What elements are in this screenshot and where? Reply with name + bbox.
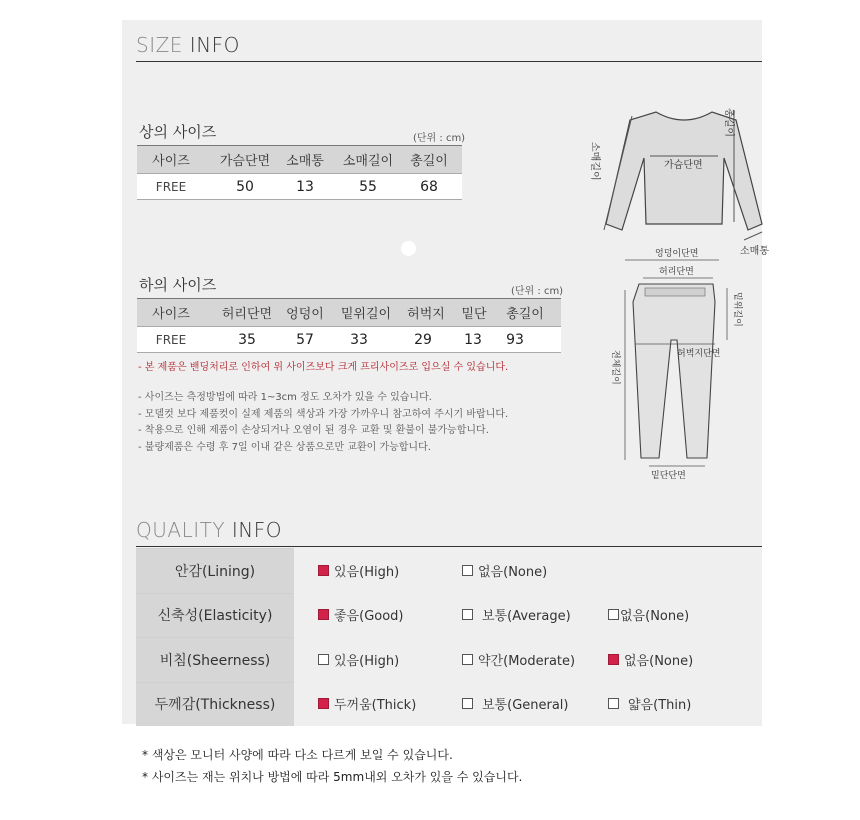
- sleeve-width-label: 소매통: [740, 246, 769, 256]
- footer-note: * 사이즈는 재는 위치나 방법에 따라 5mm내외 오차가 있을 수 있습니다.: [142, 770, 523, 784]
- table-header: 밑단: [461, 307, 487, 322]
- quality-options: [294, 637, 762, 682]
- footer-note: * 색상은 모니터 사양에 따라 다소 다르게 보일 수 있습니다.: [142, 748, 453, 762]
- table-header: 소매길이: [342, 154, 394, 169]
- decorative-dot: [401, 241, 416, 256]
- bottom-size-title: 하의 사이즈: [139, 276, 217, 294]
- table-header: 총길이: [410, 154, 448, 169]
- checkbox-unchecked: [608, 609, 619, 620]
- top-size-title: 상의 사이즈: [139, 123, 217, 141]
- notice-item: - 불량제품은 수령 후 7일 이내 같은 상품으로만 교환이 가능합니다.: [138, 441, 431, 453]
- table-cell: 57: [296, 331, 314, 348]
- checkbox-unchecked: [608, 698, 619, 709]
- option-label: 없음(None): [620, 609, 690, 625]
- table-cell: 13: [296, 178, 314, 195]
- total-length-label: 총길이: [723, 108, 734, 137]
- top-size-table: [137, 145, 462, 200]
- table-cell: FREE: [155, 179, 187, 194]
- table-header: 허리단면: [221, 307, 273, 322]
- notice-item: - 착용으로 인해 제품이 손상되거나 오염이 된 경우 교환 및 환불이 불가능합니다.: [138, 425, 489, 436]
- pants-diagram: [595, 244, 755, 484]
- bottom-size-header-row: [137, 299, 561, 327]
- top-size-unit: (단위 : cm): [413, 133, 466, 144]
- size-info-title-light: SIZE: [136, 33, 183, 57]
- hip-label: 엉덩이단면: [655, 249, 699, 259]
- checkbox-checked: [318, 698, 329, 709]
- top-size-row: [137, 174, 462, 200]
- option-label: 두꺼움(Thick): [334, 698, 417, 714]
- total-label: 전체길이: [610, 350, 620, 385]
- checkbox-unchecked: [462, 609, 473, 620]
- table-header: 사이즈: [152, 154, 190, 169]
- option-label: 있음(High): [334, 653, 400, 669]
- checkbox-checked: [608, 654, 619, 665]
- quality-option: [318, 593, 404, 638]
- quality-row-thickness: [136, 682, 762, 727]
- quality-label: 두께감(Thickness): [136, 682, 294, 727]
- waist-label: 허리단면: [659, 267, 694, 277]
- top-size-header-row: [137, 146, 462, 174]
- quality-row-sheerness: [136, 637, 762, 682]
- size-info-rule: [136, 61, 762, 62]
- option-label: 보통(General): [482, 698, 569, 714]
- table-header: 사이즈: [152, 307, 190, 322]
- quality-option: [462, 682, 569, 727]
- hem-label: 밑단단면: [651, 471, 686, 481]
- quality-option: [462, 548, 547, 593]
- notice-red: - 본 제품은 밴딩처리로 인하여 위 사이즈보다 크게 프리사이즈로 입으실 수 있습니다.: [138, 362, 509, 373]
- bottom-size-row: [137, 327, 561, 353]
- table-cell: 33: [350, 331, 368, 348]
- checkbox-unchecked: [462, 565, 473, 576]
- quality-info-title-light: QUALITY: [136, 518, 226, 542]
- option-label: 얇음(Thin): [628, 698, 692, 714]
- table-header: 가슴단면: [219, 154, 271, 169]
- checkbox-unchecked: [462, 654, 473, 665]
- quality-info-title-dark: INFO: [231, 518, 283, 542]
- option-label: 있음(High): [334, 564, 400, 580]
- quality-row-lining: [136, 548, 762, 593]
- option-label: 약간(Moderate): [478, 653, 576, 669]
- table-cell: 29: [414, 331, 432, 348]
- quality-option: [608, 593, 689, 638]
- rise-label: 밑위길이: [732, 292, 742, 327]
- quality-label: 신축성(Elasticity): [136, 593, 294, 638]
- quality-option: [608, 682, 691, 727]
- quality-table: [136, 548, 762, 726]
- quality-option: [318, 682, 416, 727]
- quality-options: [294, 682, 762, 727]
- size-info-title-dark: INFO: [189, 33, 240, 57]
- table-cell: FREE: [155, 332, 187, 347]
- quality-option: [318, 637, 399, 682]
- table-header: 소매통: [286, 154, 324, 169]
- table-cell: 93: [506, 331, 524, 348]
- quality-option: [608, 637, 693, 682]
- option-label: 없음(None): [624, 653, 694, 669]
- bottom-size-table: [137, 298, 561, 353]
- quality-info-title: [136, 518, 282, 542]
- table-cell: 50: [236, 178, 254, 195]
- footer-notes: [142, 744, 522, 788]
- quality-option: [318, 548, 399, 593]
- thigh-label: 허벅지단면: [677, 349, 721, 359]
- quality-option: [462, 637, 575, 682]
- quality-option: [462, 593, 571, 638]
- checkbox-unchecked: [318, 654, 329, 665]
- top-garment-diagram: [584, 106, 784, 256]
- size-info-title: [136, 33, 240, 57]
- sleeve-length-label: 소매길이: [589, 142, 600, 181]
- checkbox-checked: [318, 609, 329, 620]
- table-header: 허벅지: [407, 307, 445, 322]
- table-header: 엉덩이: [286, 307, 324, 322]
- table-cell: 13: [464, 331, 482, 348]
- notice-list: [138, 390, 508, 456]
- checkbox-checked: [318, 565, 329, 576]
- chest-label: 가슴단면: [664, 160, 703, 171]
- table-header: 밑위길이: [340, 307, 392, 322]
- notice-item: - 사이즈는 측정방법에 따라 1~3cm 정도 오차가 있을 수 있습니다.: [138, 392, 432, 403]
- checkbox-unchecked: [462, 698, 473, 709]
- table-cell: 55: [359, 178, 377, 195]
- notice-item: - 모델컷 보다 제품컷이 실제 제품의 색상과 가장 가까우니 참고하여 주시기 바랍니다.: [138, 408, 509, 420]
- table-cell: 68: [420, 178, 438, 195]
- quality-row-elasticity: [136, 593, 762, 638]
- quality-label: 안감(Lining): [136, 548, 294, 593]
- table-cell: 35: [238, 331, 256, 348]
- bottom-size-unit: (단위 : cm): [511, 286, 564, 297]
- quality-info-rule: [136, 546, 762, 547]
- option-label: 좋음(Good): [334, 609, 404, 625]
- quality-options: [294, 593, 762, 638]
- option-label: 보통(Average): [482, 609, 571, 625]
- option-label: 없음(None): [478, 564, 548, 580]
- quality-options: [294, 548, 762, 593]
- table-header: 총길이: [506, 307, 544, 322]
- quality-label: 비침(Sheerness): [136, 637, 294, 682]
